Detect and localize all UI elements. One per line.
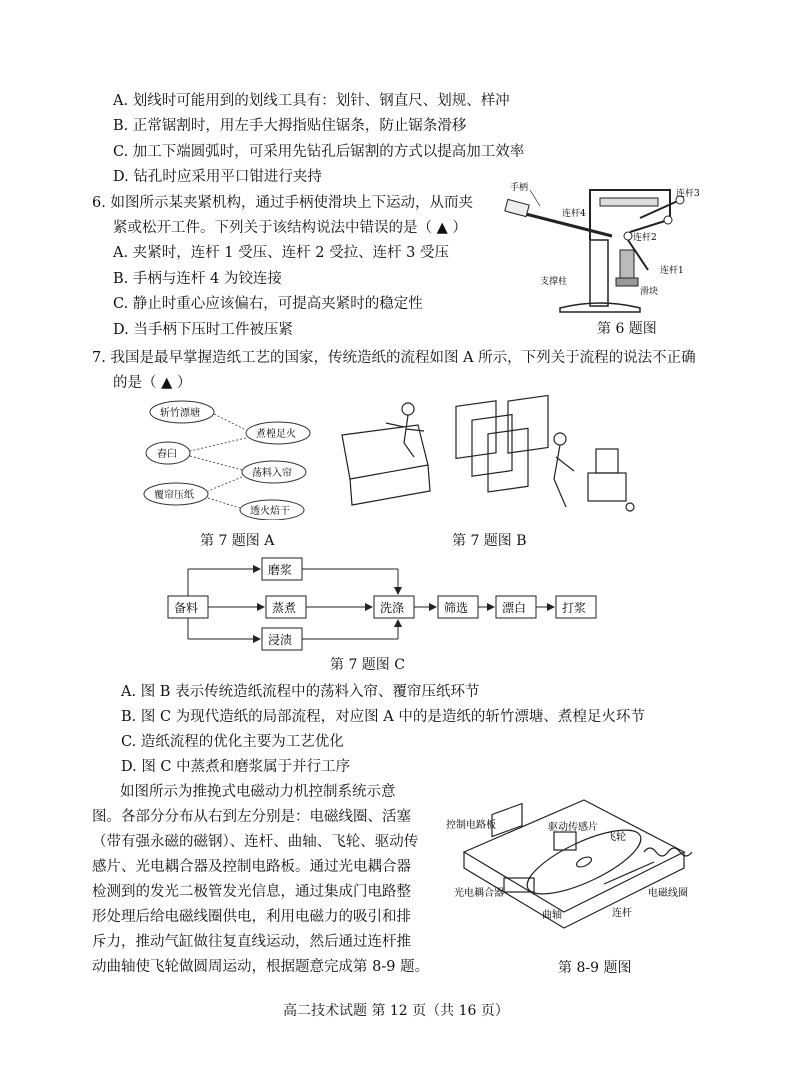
q89-label-coupler: 光电耦合器 — [454, 888, 504, 899]
q7-caption-b: 第 7 题图 B — [452, 533, 527, 549]
q7c-node-bottom: 浸渍 — [268, 633, 293, 647]
q7-figure-c-flowchart — [160, 552, 620, 654]
q7a-step-4: 荡料入帘 — [252, 468, 292, 479]
q6-caption: 第 6 题图 — [597, 321, 657, 337]
q89-text-line8: 动曲轴使飞轮做圆周运动，根据题意完成第 8-9 题。 — [92, 959, 430, 975]
q6-option-b: B. 手柄与连杆 4 为铰连接 — [113, 271, 282, 287]
q6-stem-line1: 6. 如图所示某夹紧机构，通过手柄使滑块上下运动，从而夹 — [92, 195, 473, 211]
q6-label-column: 支撑柱 — [540, 277, 568, 287]
q7a-step-1: 斩竹漂塘 — [160, 408, 200, 419]
q5-option-c: C. 加工下端圆弧时，可采用先钻孔后锯割的方式以提高加工效率 — [113, 144, 525, 160]
q89-caption: 第 8-9 题图 — [558, 960, 632, 976]
q7c-node-merge: 洗涤 — [380, 601, 405, 615]
q7a-step-3: 舂臼 — [157, 449, 177, 460]
q89-text-line4: 感片、光电耦合器及控制电路板。通过光电耦合器 — [92, 859, 411, 875]
q89-text-line2: 图。各部分分布从右到左分别是：电磁线圈、活塞 — [92, 809, 411, 825]
q5-option-a: A. 划线时可能用到的划线工具有：划针、钢直尺、划规、样冲 — [113, 93, 510, 109]
q7-caption-a: 第 7 题图 A — [200, 533, 275, 549]
q7-caption-c: 第 7 题图 C — [330, 657, 405, 673]
q6-label-slider: 滑块 — [640, 287, 659, 297]
q6-label-link1: 连杆1 — [660, 266, 684, 276]
q7c-node-mid: 蒸煮 — [272, 601, 297, 615]
q89-label-board: 控制电路板 — [446, 820, 496, 831]
q6-label-link4: 连杆4 — [562, 209, 586, 219]
q7-stem-line2: 的是（ ▲ ） — [113, 375, 192, 391]
q89-label-crank: 曲轴 — [542, 910, 562, 921]
q7-option-c: C. 造纸流程的优化主要为工艺优化 — [121, 734, 344, 750]
q5-option-d: D. 钻孔时应采用平口钳进行夹持 — [113, 169, 322, 185]
q89-engine-figure — [444, 792, 709, 952]
q6-label-link2: 连杆2 — [633, 233, 657, 243]
q6-option-a: A. 夹紧时，连杆 1 受压、连杆 2 受拉、连杆 3 受压 — [113, 245, 450, 261]
page-footer: 高二技术试题 第 12 页（共 16 页） — [283, 1003, 509, 1019]
q5-option-b: B. 正常锯割时，用左手大拇指贴住锯条，防止锯条滑移 — [113, 118, 467, 134]
q7-option-b: B. 图 C 为现代造纸的局部流程，对应图 A 中的是造纸的斩竹漂塘、煮楻足火环节 — [121, 709, 645, 725]
q7c-node-step2: 筛选 — [444, 601, 469, 615]
q89-label-rod: 连杆 — [612, 908, 632, 919]
q7a-step-2: 煮楻足火 — [256, 429, 296, 440]
q6-option-d: D. 当手柄下压时工件被压紧 — [113, 322, 293, 338]
q7-figure-b-illustration — [338, 395, 638, 523]
q7a-step-5: 覆帘压纸 — [154, 490, 194, 501]
q89-text-line6: 形处理后给电磁线圈供电，利用电磁力的吸引和排 — [92, 909, 411, 925]
q7-option-a: A. 图 B 表示传统造纸流程中的荡料入帘、覆帘压纸环节 — [121, 684, 480, 700]
q6-label-handle: 手柄 — [510, 183, 529, 193]
q6-stem-line2: 紧或松开工件。下列关于该结构说法中错误的是（ ▲ ） — [113, 220, 467, 236]
q89-text-line1: 如图所示为推挽式电磁动力机控制系统示意 — [120, 784, 396, 800]
q89-label-sensor: 驱动传感片 — [548, 822, 598, 833]
q89-text-line5: 检测到的发光二极管发光信息，通过集成门电路整 — [92, 884, 411, 900]
q7c-node-start: 备料 — [174, 601, 199, 615]
q7-option-d: D. 图 C 中蒸煮和磨浆属于并行工序 — [121, 759, 351, 775]
q7a-step-6: 透火焙干 — [250, 506, 290, 517]
q7-stem-line1: 7. 我国是最早掌握造纸工艺的国家，传统造纸的流程如图 A 所示，下列关于流程的说法不正确 — [92, 350, 696, 366]
q89-text-line7: 斥力，推动气缸做往复直线运动，然后通过连杆推 — [92, 934, 411, 950]
q7c-node-top: 磨浆 — [268, 563, 293, 577]
q6-clamp-figure — [500, 180, 705, 315]
q7c-node-step3: 漂白 — [502, 601, 527, 615]
q6-label-link3: 连杆3 — [676, 189, 700, 199]
q6-option-c: C. 静止时重心应该偏右，可提高夹紧时的稳定性 — [113, 296, 423, 312]
q7-figure-a — [140, 398, 330, 520]
q7c-node-step4: 打浆 — [562, 601, 587, 615]
q89-label-flywheel: 飞轮 — [606, 832, 626, 843]
q89-text-line3: （带有强永磁的磁钢）、连杆、曲轴、飞轮、驱动传 — [92, 834, 419, 850]
q89-label-coil: 电磁线圈 — [648, 888, 688, 899]
